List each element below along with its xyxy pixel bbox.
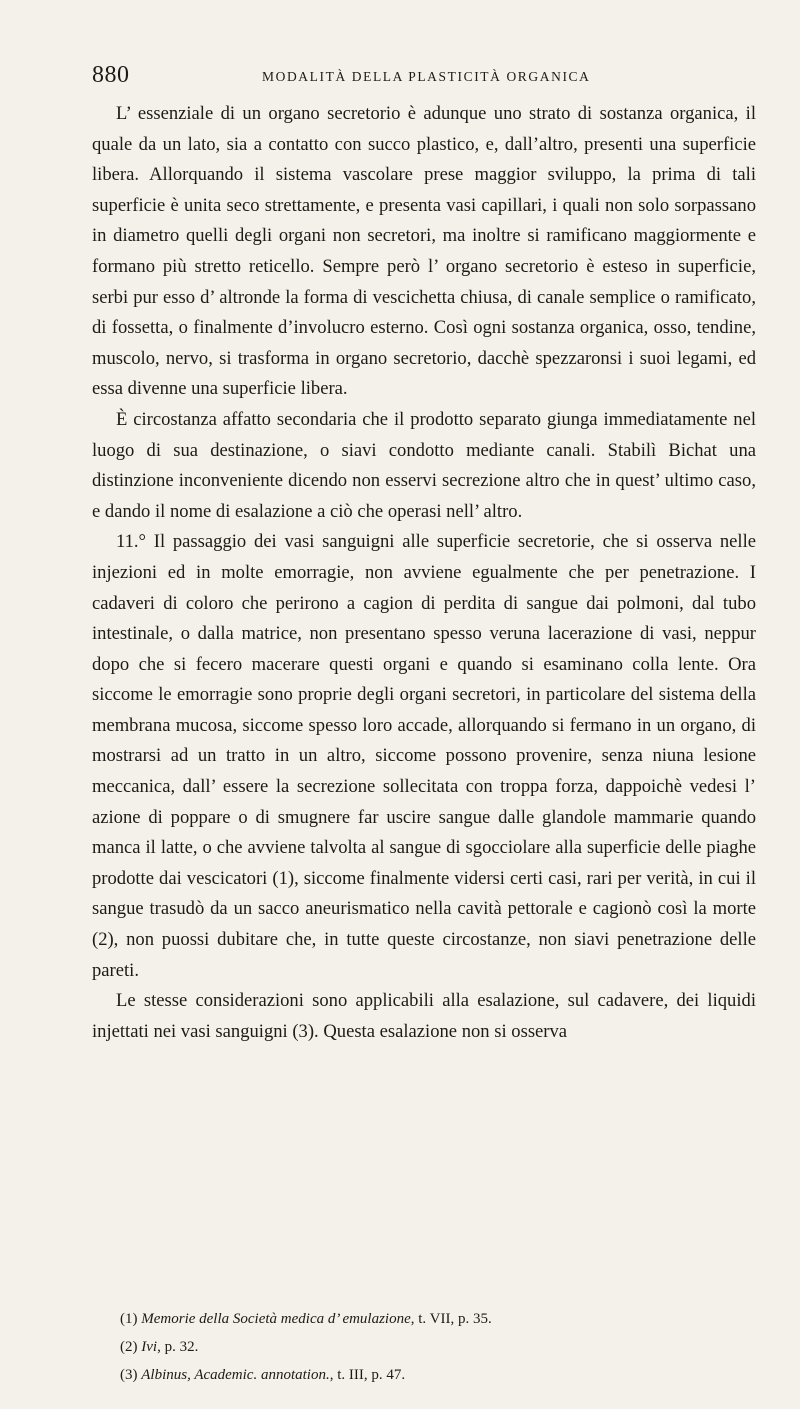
footnotes: [120, 1305, 756, 1389]
running-title: MODALITÀ DELLA PLASTICITÀ ORGANICA: [262, 69, 591, 84]
page-number: 880: [92, 62, 130, 88]
footnote-reference: , t. VII, p. 35.: [410, 1311, 492, 1327]
footnote-reference: , p. 32.: [157, 1339, 199, 1355]
footnote-source: Ivi: [141, 1339, 158, 1355]
footnote-2: [120, 1333, 756, 1361]
footnote-source: Memorie della Società medica d’ emulazione: [141, 1311, 411, 1327]
footnote-reference: , t. III, p. 47.: [329, 1367, 406, 1383]
footnote-source: Albinus, Academic. annotation.: [141, 1367, 330, 1383]
footnote-mark: (3): [120, 1367, 138, 1383]
footnote-1: [120, 1305, 756, 1333]
footnote-mark: (2): [120, 1339, 138, 1355]
paragraph: È circostanza affatto secondaria che il prodotto separato giunga immediatamente nel luogo di sua destinazione, o siavi condotto mediante canali. Stabilì Bichat una distinzione inconveniente dicendo non esservi secrezione altro che in quest’ ultimo caso, e dando il nome di esalazione a ciò che operasi nell’ altro.: [92, 408, 756, 522]
paragraph: 11.° Il passaggio dei vasi sanguigni alle superficie secretorie, che si osserva nelle injezioni ed in molte emorragie, non avviene egualmente che per penetrazione. I cadaveri di coloro che perirono a cagion di perdita di sangue dai polmoni, dal tubo intestinale, o dalla matrice, non presentano spesso veruna lacerazione di vasi, neppur dopo che si fecero macerare questi organi e quando si esaminano colla lente. Ora siccome le emorragie sono proprie degli organi secretori, in particolare del sistema della membrana mucosa, siccome spesso loro accade, allorquando si fermano in un organo, di mostrarsi ad un tratto in un altro, siccome possono provenire, senza niuna lesione meccanica, dall’ essere la secrezione sollecitata con troppa forza, dappoichè vedesi l’ azione di poppare o di smugnere far uscire sangue dalle glandole mammarie quando manca il latte, o che avviene talvolta al sangue di sgocciolare alla superficie delle piaghe prodotte dai vescicatori (1), siccome finalmente vidersi certi casi, rari per verità, in cui il sangue trasudò da un sacco aneurismatico nella cavità pettorale e cagionò così la morte (2), non puossi dubitare che, in tutte queste circostanze, non siavi penetrazione delle pareti.: [92, 531, 756, 981]
paragraph: L’ essenziale di un organo secretorio è adunque uno strato di sostanza organica, il quale da un lato, sia a contatto con succo plastico, e, dall’altro, presenti una superficie libera. Allorquando il sistema vascolare prese maggior sviluppo, la prima di tali superficie è unita seco strettamente, e presenta vasi capillari, i quali non solo sorpassano in diametro quelli degli organi non secretori, ma inoltre si ramificano maggiormente e formano più stretto reticello. Sempre però l’ organo secretorio è esteso in superficie, serbi pur esso d’ altronde la forma di vescichetta chiusa, di canale semplice o ramificato, di fossetta, o finalmente d’involucro esterno. Così ogni sostanza organica, osso, tendine, muscolo, nervo, si trasforma in organo secretorio, dacchè spezzaronsi i suoi legami, ed essa divenne una superficie libera.: [92, 103, 756, 400]
paragraph: Le stesse considerazioni sono applicabili alla esalazione, sul cadavere, dei liquidi injettati nei vasi sanguigni (3). Questa esalazione non si osserva: [92, 990, 756, 1042]
footnote-mark: (1): [120, 1311, 138, 1327]
body-text: [92, 99, 756, 1047]
running-head: [92, 62, 752, 92]
footnote-3: [120, 1361, 756, 1389]
